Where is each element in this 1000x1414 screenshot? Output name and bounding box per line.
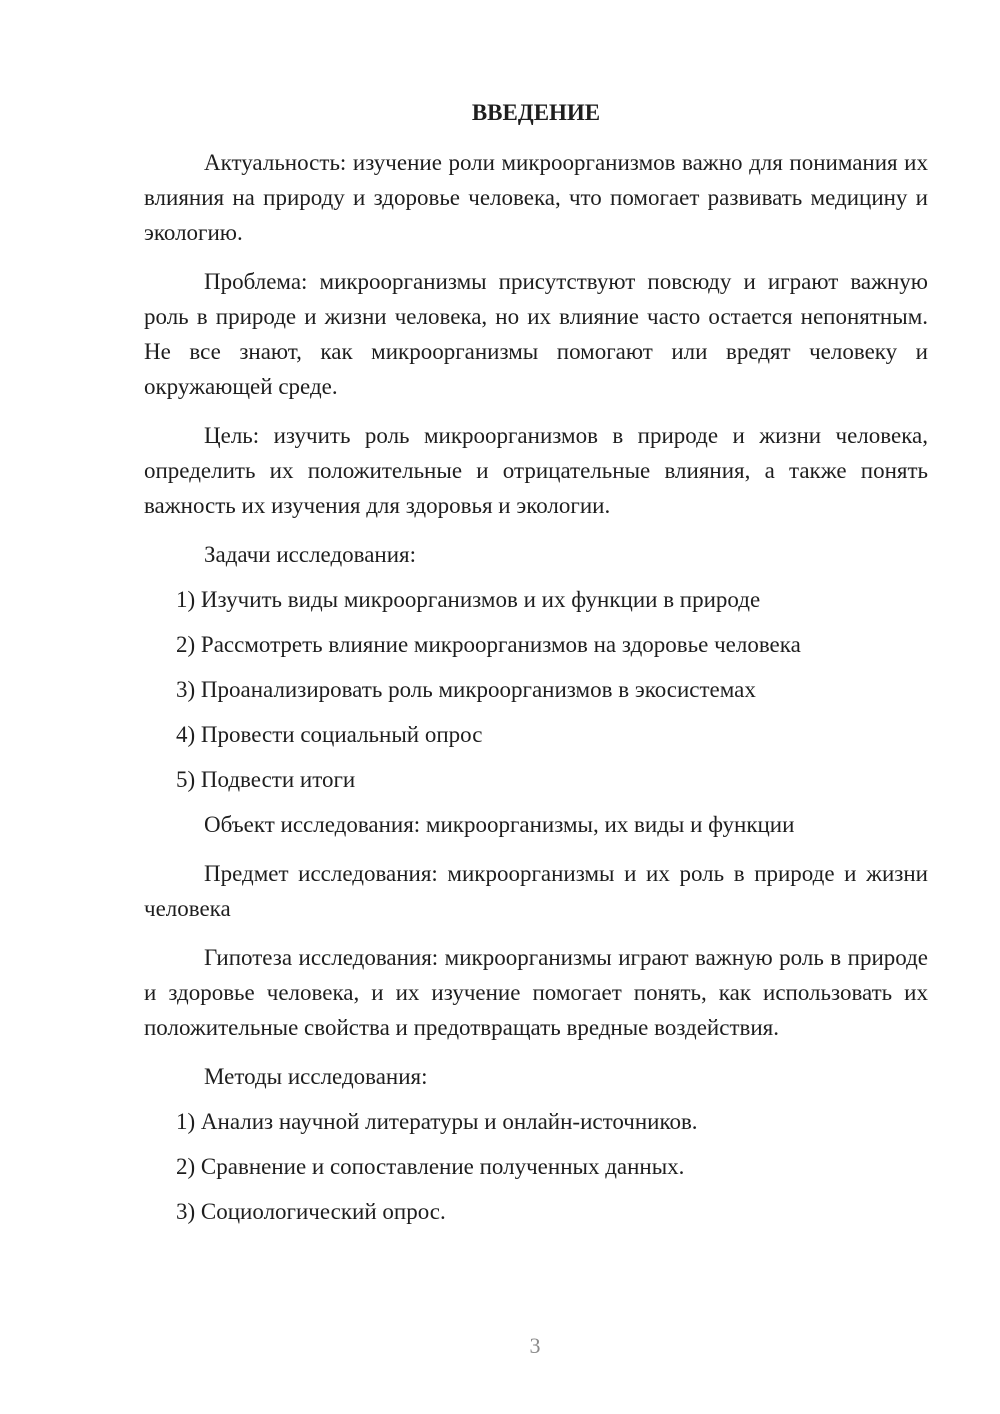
subject-paragraph: Предмет исследования: микроорганизмы и их роль в природе и жизни человека — [144, 861, 928, 921]
page-content — [144, 95, 928, 1239]
list-item: 2) Рассмотреть влияние микроорганизмов на здоровье человека — [176, 632, 801, 657]
hypothesis-paragraph: Гипотеза исследования: микроорганизмы играют важную роль в природе и здоровье человека, и их изучение помогает понять, как использовать их положительные свойства и предотвращать вредные воздействия. — [144, 945, 928, 1040]
problem-paragraph: Проблема: микроорганизмы присутствуют повсюду и играют важную роль в природе и жизни человека, но их влияние часто остается непонятным. Не все знают, как микроорганизмы помогают или вредят человеку и окружающей среде. — [144, 269, 928, 399]
list-item: 3) Проанализировать роль микроорганизмов в экосистемах — [176, 677, 756, 702]
list-item: 1) Анализ научной литературы и онлайн-источников. — [176, 1109, 698, 1134]
section-title: ВВЕДЕНИЕ — [471, 100, 601, 125]
methods-heading: Методы исследования: — [204, 1064, 428, 1089]
tasks-heading: Задачи исследования: — [204, 542, 417, 567]
list-item: 1) Изучить виды микроорганизмов и их функции в природе — [176, 587, 761, 612]
list-item: 5) Подвести итоги — [176, 767, 356, 792]
tasks-list — [144, 582, 928, 797]
list-item: 3) Социологический опрос. — [176, 1199, 446, 1224]
methods-list — [144, 1104, 928, 1229]
object-paragraph: Объект исследования: микроорганизмы, их виды и функции — [204, 812, 795, 837]
list-item: 2) Сравнение и сопоставление полученных данных. — [176, 1154, 685, 1179]
relevance-paragraph: Актуальность: изучение роли микроорганизмов важно для понимания их влияния на природу и здоровье человека, что помогает развивать медицину и экологию. — [144, 150, 928, 245]
goal-paragraph: Цель: изучить роль микроорганизмов в природе и жизни человека, определить их положительные и отрицательные влияния, а также понять важность их изучения для здоровья и экологии. — [144, 423, 928, 518]
page-number: 3 — [529, 1333, 541, 1358]
list-item: 4) Провести социальный опрос — [176, 722, 483, 747]
